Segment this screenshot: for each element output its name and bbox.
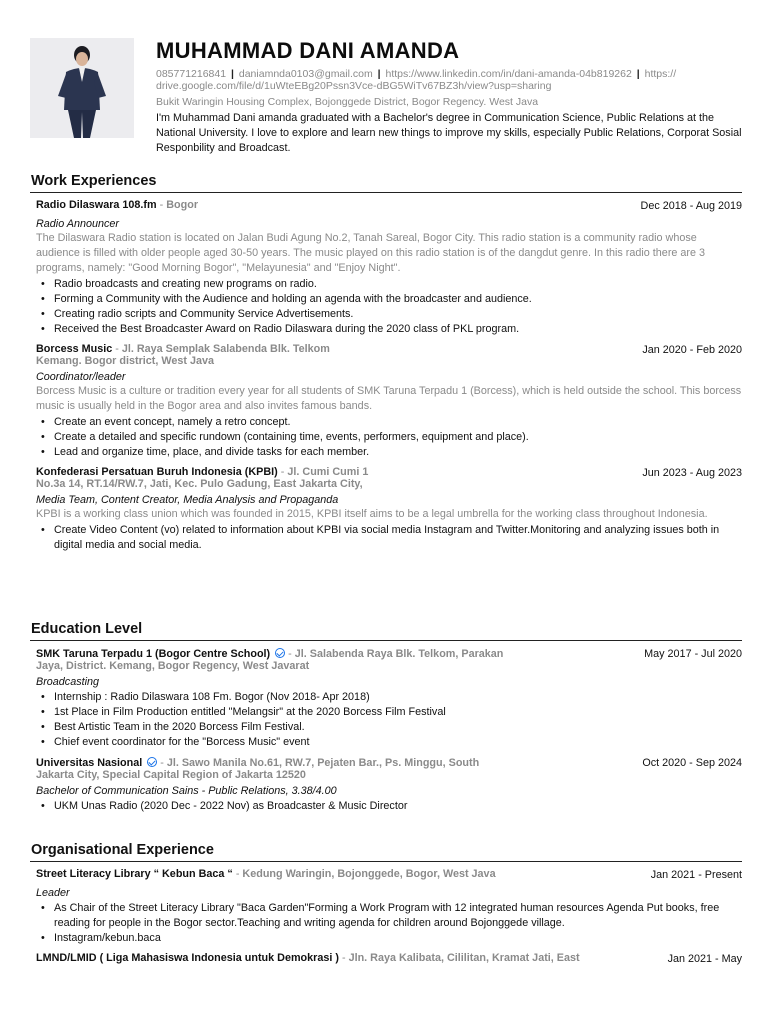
profile-summary: I'm Muhammad Dani amanda graduated with a Bachelor's degree in Communication Science, Public Relations at the National University. I love to explore and learn new things to improve my skills, especially Public Relations, Corporat Sosial Responbility and Broadcast. [156, 112, 742, 154]
achievement-list [36, 799, 742, 814]
achievement-list [36, 523, 742, 553]
work-entry: Konfederasi Persatuan Buruh Indonesia (KPBI) - Jl. Cumi Cumi 1 No.3a 14, RT.14/RW.7, Jati, Kec. Pulo Gadung, East Jakarta City, Jun 2023 - Aug 2023 Media Team, Content Creator, Media Analysis and Propaganda KPBI is a working class union which was founded in 2015, KPBI itself aims to be a legal umbrella for the working class throughout Indonesia. • Create Video Content (vo) related to information about KPBI via social media Instagram and Twitter.Monitoring and analyzing issues both in digital media and social media. [46, 466, 742, 553]
list-item: • As Chair of the Street Literacy Library "Baca Garden"Forming a Work Program with 12 integrated human resources Agenda Put books, free reading for people in the Bogor sector.Teaching and writing agenda for children around Bojonggede village. [36, 901, 742, 931]
profile-photo [30, 38, 134, 138]
verified-check-icon [275, 648, 285, 658]
list-item: • Best Artistic Team in the 2020 Borcess Film Festival. [36, 720, 742, 735]
resume-header [156, 38, 744, 156]
linkedin-link[interactable]: https://www.linkedin.com/in/dani-amanda-04b819262 [385, 68, 632, 80]
organisation-role: Leader [36, 887, 70, 899]
organization-name: LMND/LMID ( Liga Mahasiswa Indonesia untuk Demokrasi ) [36, 952, 339, 964]
work-entry: Radio Dilaswara 108.fm - Bogor Dec 2018 - Aug 2019 Radio Announcer The Dilaswara Radio station is located on Jalan Budi Agung No.2, Tanah Sareal, Bogor City. This radio station is a community radio whose audience is filled with older people aged 30-50 years. The music played on this radio station is of the dangdut genre. In this radio there are 3 programs, namely: "Good Morning Bogor", "Melayunesia" and "Enjoy Night". • Radio broadcasts and creating new programs on radio. • Forming a Community with the Audience and holding an agenda with the broadcaster and audience. • Creating radio scripts and Community Service Advertisements. • Received the Best Broadcaster Award on Radio Dilaswara during the 2020 class of PKL program. [46, 199, 742, 337]
job-role: Media Team, Content Creator, Media Analysis and Propaganda [36, 494, 339, 506]
school-name: SMK Taruna Terpadu 1 (Bogor Centre School) [36, 648, 271, 660]
verified-check-icon [147, 757, 157, 767]
list-item: • Internship : Radio Dilaswara 108 Fm. Bogor (Nov 2018- Apr 2018) [36, 690, 742, 705]
contact-line [156, 68, 744, 92]
work-experience-section [31, 173, 742, 559]
organization-name: Street Literacy Library “ Kebun Baca “ [36, 868, 233, 880]
contact-separator: | [231, 68, 234, 80]
list-item: • Create Video Content (vo) related to information about KPBI via social media Instagram and Twitter.Monitoring and analyzing issues both in digital media and social media. [36, 523, 742, 553]
organization-location: Jln. Raya Kalibata, Cililitan, Kramat Jati, East [348, 952, 580, 964]
school-location: Jl. Salabenda Raya Blk. Telkom, Parakan Jaya, District. Kemang, Bogor Regency, West Javarat [36, 648, 504, 672]
job-description: KPBI is a working class union which was founded in 2015, KPBI itself aims to be a legal umbrella for the working class throughout Indonesia. [36, 508, 708, 520]
list-item: • Forming a Community with the Audience and holding an agenda with the broadcaster and audience. [36, 292, 742, 307]
list-item: • Create an event concept, namely a retro concept. [36, 415, 742, 430]
achievement-list [36, 901, 742, 946]
contact-separator: | [377, 68, 381, 80]
list-item: • Chief event coordinator for the "Borcess Music" event [36, 735, 742, 750]
achievement-list [36, 415, 742, 460]
email-link[interactable]: daniamnda0103@gmail.com [238, 68, 373, 80]
list-item: • UKM Unas Radio (2020 Dec - 2022 Nov) as Broadcaster & Music Director [36, 799, 742, 814]
organization-name: Radio Dilaswara 108.fm [36, 199, 157, 211]
list-item: • Lead and organize time, place, and divide tasks for each member. [36, 445, 742, 460]
section-title-organisation: Organisational Experience [30, 843, 742, 862]
organization-location: Jl. Raya Semplak Salabenda Blk. Telkom Kemang. Bogor district, West Java [36, 343, 330, 367]
education-section [31, 621, 742, 820]
education-entry: SMK Taruna Terpadu 1 (Bogor Centre School) - Jl. Salabenda Raya Blk. Telkom, Parakan Jaya, District. Kemang, Bogor Regency, West Javarat May 2017 - Jul 2020 Broadcasting • Internship : Radio Dilaswara 108 Fm. Bogor (Nov 2018- Apr 2018) • 1st Place in Film Production entitled "Melangsir" at the 2020 Borcess Film Festival • Best Artistic Team in the 2020 Borcess Film Festival. • Chief event coordinator for the "Borcess Music" event [46, 647, 742, 750]
achievement-list [36, 690, 742, 750]
organization-location: Kedung Waringin, Bojonggede, Bogor, West Java [242, 868, 496, 880]
organisation-entry: Street Literacy Library “ Kebun Baca “ - Kedung Waringin, Bojonggede, Bogor, West Java Jan 2021 - Present Leader • As Chair of the Street Literacy Library "Baca Garden"Forming a Work Program with 12 integrated human resources Agenda Put books, free reading for people in the Bogor sector.Teaching and writing agenda for children around Bojonggede village. • Instagram/kebun.baca [46, 868, 742, 946]
date-range: Jan 2021 - May [667, 953, 742, 965]
job-description: The Dilaswara Radio station is located on Jalan Budi Agung No.2, Tanah Sareal, Bogor City. This radio station is a community radio whose audience is filled with older people aged 30-50 years. The music played on this radio station is of the dangdut genre. In this radio there are 3 programs, namely: "Good Morning Bogor", "Melayunesia" and "Enjoy Night". [36, 232, 706, 274]
job-description: Borcess Music is a culture or tradition every year for all students of SMK Taruna Terpadu 1 (Borcess), which is held outside the school. This borcess music is usually held in the Bogor area and also invites famous bands. [36, 385, 742, 412]
phone-number: 085771216841 [156, 68, 227, 80]
date-range: Jan 2020 - Feb 2020 [642, 344, 742, 356]
work-entry: Borcess Music - Jl. Raya Semplak Salabenda Blk. Telkom Kemang. Bogor district, West Java Jan 2020 - Feb 2020 Coordinator/leader Borcess Music is a culture or tradition every year for all students of SMK Taruna Terpadu 1 (Borcess), which is held outside the school. This borcess music is usually held in the Bogor area and also invites famous bands. • Create an event concept, namely a retro concept. • Create a detailed and specific rundown (containing time, events, performers, equipment and place). • Lead and organize time, place, and divide tasks for each member. [46, 343, 742, 460]
organization-name: Konfederasi Persatuan Buruh Indonesia (KPBI) [36, 466, 278, 478]
candidate-name: MUHAMMAD DANI AMANDA [156, 38, 460, 63]
section-title-education: Education Level [30, 622, 742, 641]
organisation-entry: LMND/LMID ( Liga Mahasiswa Indonesia untuk Demokrasi ) - Jln. Raya Kalibata, Cililitan, Kramat Jati, East Jan 2021 - May [36, 952, 742, 965]
date-range: May 2017 - Jul 2020 [644, 648, 742, 660]
achievement-list [36, 277, 742, 337]
list-item: • 1st Place in Film Production entitled "Melangsir" at the 2020 Borcess Film Festival [36, 705, 742, 720]
date-range: Oct 2020 - Sep 2024 [642, 757, 742, 769]
job-role: Radio Announcer [36, 218, 120, 230]
list-item: • Creating radio scripts and Community Service Advertisements. [36, 307, 742, 322]
list-item: • Instagram/kebun.baca [36, 931, 742, 946]
date-range: Jan 2021 - Present [650, 869, 742, 881]
contact-separator: | [636, 68, 640, 80]
list-item: • Radio broadcasts and creating new programs on radio. [36, 277, 742, 292]
job-role: Coordinator/leader [36, 371, 126, 383]
organization-name: Borcess Music [36, 343, 113, 355]
study-program: Broadcasting [36, 676, 100, 688]
drive-link[interactable]: https:// drive.google.com/file/d/1uWteEBg20Pssn3Vce-dBG5WiTv67BZ3h/view?usp=sharing [156, 68, 677, 92]
person-illustration [30, 38, 134, 138]
school-location: Jl. Sawo Manila No.61, RW.7, Pejaten Bar., Ps. Minggu, South Jakarta City, Special Capital Region of Jakarta 12520 [36, 757, 480, 781]
date-range: Dec 2018 - Aug 2019 [640, 200, 742, 212]
home-address: Bukit Waringin Housing Complex, Bojonggede District, Bogor Regency. West Java [156, 96, 539, 108]
organisation-section [31, 842, 742, 973]
degree: Bachelor of Communication Sains - Public Relations, 3.38/4.00 [36, 785, 337, 797]
list-item: • Received the Best Broadcaster Award on Radio Dilaswara during the 2020 class of PKL program. [36, 322, 742, 337]
section-title-work: Work Experiences [30, 174, 742, 193]
school-name: Universitas Nasional [36, 757, 143, 769]
organization-location: Bogor [166, 199, 199, 211]
list-item: • Create a detailed and specific rundown (containing time, events, performers, equipment and place). [36, 430, 742, 445]
date-range: Jun 2023 - Aug 2023 [642, 467, 742, 479]
education-entry: Universitas Nasional - Jl. Sawo Manila No.61, RW.7, Pejaten Bar., Ps. Minggu, South Jakarta City, Special Capital Region of Jakarta 12520 Oct 2020 - Sep 2024 Bachelor of Communication Sains - Public Relations, 3.38/4.00 • UKM Unas Radio (2020 Dec - 2022 Nov) as Broadcaster & Music Director [46, 756, 742, 814]
organization-location: Jl. Cumi Cumi 1 No.3a 14, RT.14/RW.7, Jati, Kec. Pulo Gadung, East Jakarta City, [36, 466, 369, 490]
